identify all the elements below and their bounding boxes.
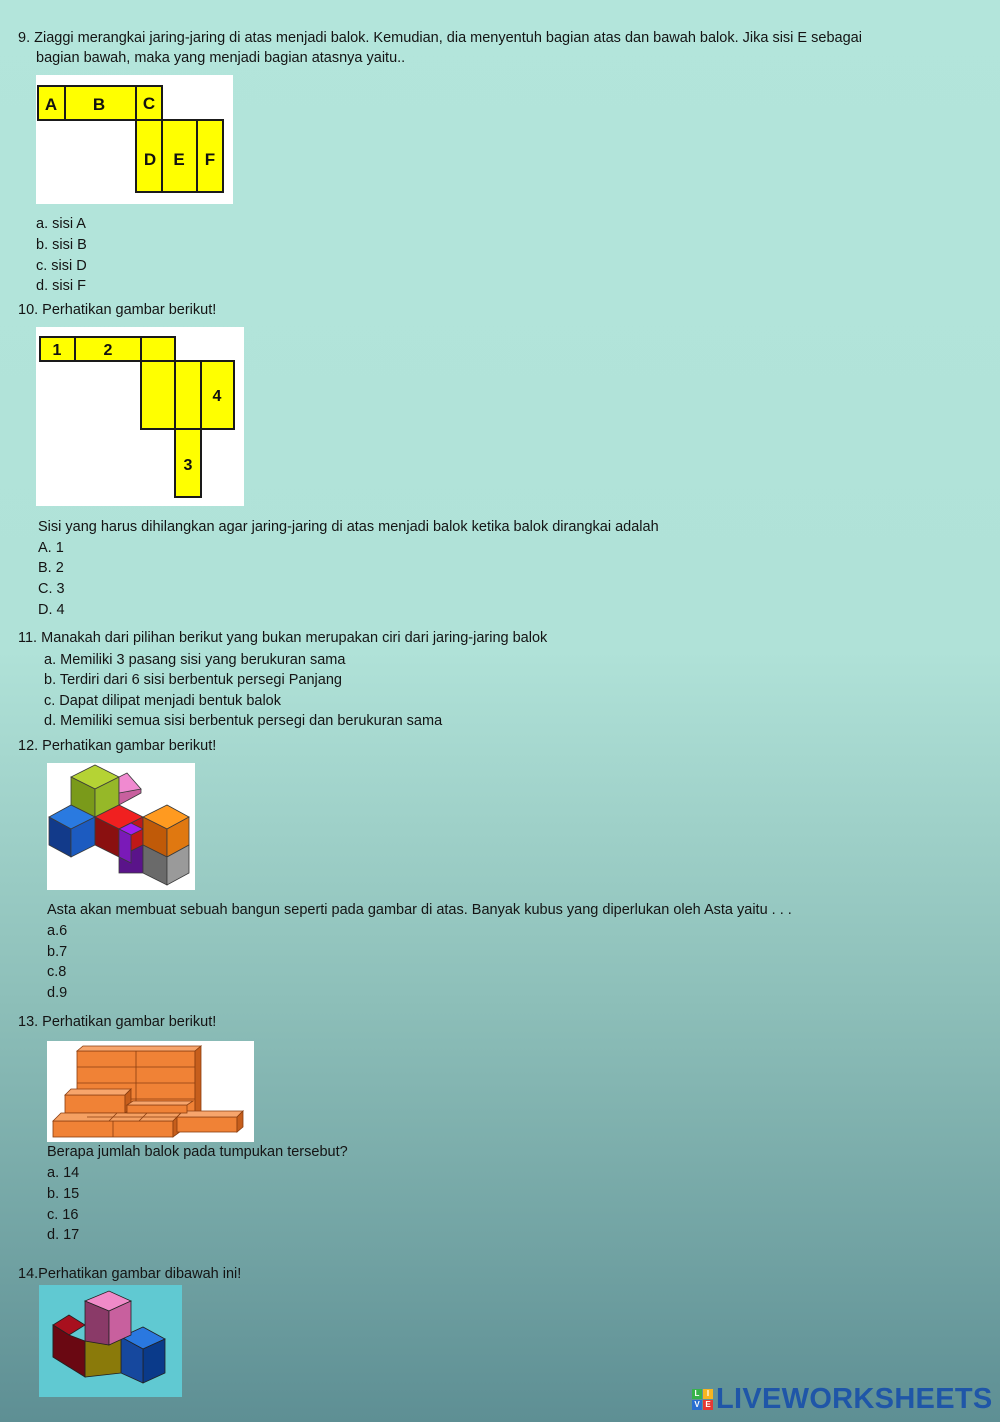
q10-label-4: 4 <box>212 388 222 405</box>
q13-option-c[interactable]: c. 16 <box>47 1207 79 1223</box>
q11-stem: 11. Manakah dari pilihan berikut yang bukan merupakan ciri dari jaring-jaring balok <box>18 630 548 646</box>
q10-stem: 10. Perhatikan gambar berikut! <box>18 302 217 318</box>
q12-option-a[interactable]: a.6 <box>47 923 68 939</box>
q12-cubes-illustration <box>47 763 195 890</box>
q9-option-d[interactable]: d. sisi F <box>36 278 86 294</box>
q11-option-d[interactable]: d. Memiliki semua sisi berbentuk persegi dan berukuran sama <box>44 713 443 729</box>
q10-face-middle-left <box>141 361 175 429</box>
q10-option-a[interactable]: A. 1 <box>38 540 64 556</box>
q14-stem: 14.Perhatikan gambar dibawah ini! <box>18 1266 242 1282</box>
q12-option-c[interactable]: c.8 <box>47 964 67 980</box>
q9-option-b[interactable]: b. sisi B <box>36 237 87 253</box>
q10-face-top-right <box>141 337 175 361</box>
q10-option-c[interactable]: C. 3 <box>38 581 65 597</box>
q10-face-middle <box>175 361 201 429</box>
q12-stem: 12. Perhatikan gambar berikut! <box>18 738 217 754</box>
q9-label-d: D <box>143 150 157 169</box>
q9-option-c[interactable]: c. sisi D <box>36 258 87 274</box>
q9-net-image <box>36 75 233 204</box>
q13-option-b[interactable]: b. 15 <box>47 1186 80 1202</box>
q9-label-e: E <box>173 150 185 169</box>
q14-cubes-image <box>39 1285 182 1397</box>
q10-net-diagram <box>36 327 244 506</box>
q9-label-c: C <box>142 94 156 113</box>
q9-stem-line1: 9. Ziaggi merangkai jaring-jaring di atas menjadi balok. Kemudian, dia menyentuh bagian atas dan bawah balok. Jika sisi E sebagai <box>18 30 862 46</box>
q10-label-2: 2 <box>103 342 113 359</box>
q9-net-diagram <box>36 75 233 204</box>
q9-option-a[interactable]: a. sisi A <box>36 216 86 232</box>
q12-option-b[interactable]: b.7 <box>47 944 68 960</box>
q9-label-f: F <box>204 150 216 169</box>
q10-net-image <box>36 327 244 506</box>
q12-option-d[interactable]: d.9 <box>47 985 68 1001</box>
q12-question: Asta akan membuat sebuah bangun seperti pada gambar di atas. Banyak kubus yang diperlukan oleh Asta yaitu . . . <box>47 902 792 918</box>
q10-option-b[interactable]: B. 2 <box>38 560 64 576</box>
q13-stem: 13. Perhatikan gambar berikut! <box>18 1014 217 1030</box>
q10-label-3: 3 <box>183 457 193 474</box>
q9-label-b: B <box>92 95 106 114</box>
logo-text: LIVEWORKSHEETS <box>716 1382 993 1415</box>
q11-option-a[interactable]: a. Memiliki 3 pasang sisi yang berukuran sama <box>44 652 346 668</box>
q10-option-d[interactable]: D. 4 <box>38 602 65 618</box>
logo-mark-icon: L I V E <box>692 1389 713 1410</box>
q14-cubes-illustration <box>39 1285 182 1397</box>
q13-blocks-image <box>47 1041 254 1142</box>
q10-label-1: 1 <box>52 342 62 359</box>
liveworksheets-logo <box>692 1382 993 1416</box>
q13-question: Berapa jumlah balok pada tumpukan tersebut? <box>47 1144 348 1160</box>
q13-option-d[interactable]: d. 17 <box>47 1227 80 1243</box>
q13-option-a[interactable]: a. 14 <box>47 1165 80 1181</box>
q12-cubes-image <box>47 763 195 890</box>
q9-stem-line2: bagian bawah, maka yang menjadi bagian atasnya yaitu.. <box>36 50 406 66</box>
q9-label-a: A <box>44 95 58 114</box>
q11-option-b[interactable]: b. Terdiri dari 6 sisi berbentuk persegi Panjang <box>44 672 342 688</box>
q11-option-c[interactable]: c. Dapat dilipat menjadi bentuk balok <box>44 693 281 709</box>
q13-blocks-illustration <box>47 1041 254 1142</box>
q10-question: Sisi yang harus dihilangkan agar jaring-jaring di atas menjadi balok ketika balok dirangkai adalah <box>38 519 659 535</box>
